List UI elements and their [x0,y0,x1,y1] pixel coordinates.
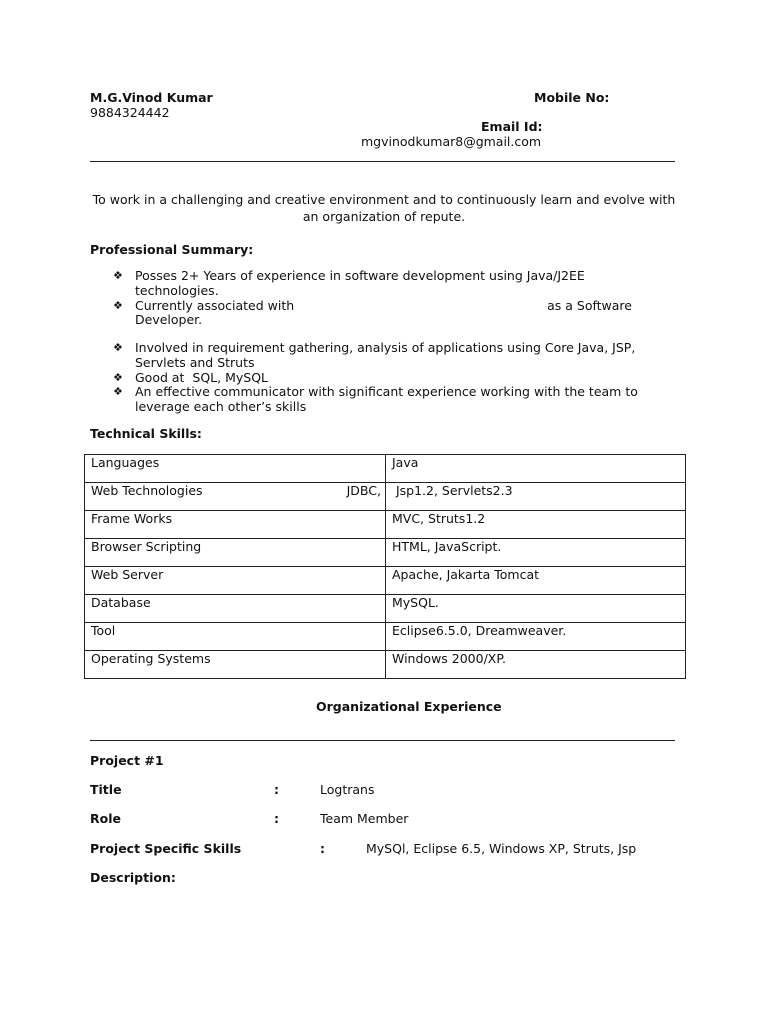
description-label: Description: [90,870,176,885]
diamond-bullet-icon: ❖ [113,298,123,312]
list-item: ❖ Involved in requirement gathering, analysis of applications using Core Java, JSP, Servlets and Struts [113,340,636,370]
skill-value: Jsp1.2, Servlets2.3 [386,483,686,511]
skill-category: Browser Scripting [85,539,386,567]
skills-heading: Technical Skills: [90,426,202,441]
skill-category: Web Technologies JDBC, [85,483,386,511]
diamond-bullet-icon: ❖ [113,370,123,384]
skill-value: MVC, Struts1.2 [386,511,686,539]
skill-category: Tool [85,623,386,651]
table-row [85,483,686,511]
project-skills: MySQl, Eclipse 6.5, Windows XP, Struts, Jsp [366,841,637,856]
title-colon: : [274,782,279,797]
table-row [85,511,686,539]
project-role: Team Member [320,811,409,826]
experience-divider [90,740,675,741]
mobile-number: 9884324442 [90,105,170,120]
skill-value: Eclipse6.5.0, Dreamweaver. [386,623,686,651]
email-address[interactable]: mgvinodkumar8@gmail.com [361,134,542,149]
skill-category: Database [85,595,386,623]
role-label: Role [90,811,121,826]
title-label: Title [90,782,122,797]
skill-category: Frame Works [85,511,386,539]
skills-table [84,454,686,679]
project-skills-label: Project Specific Skills [90,841,242,856]
diamond-bullet-icon: ❖ [113,269,123,282]
candidate-name: M.G.Vinod Kumar [90,90,213,105]
list-item: ❖ Good at SQL, MySQL [113,369,269,385]
table-row [85,455,686,483]
project-number: Project #1 [90,753,164,768]
objective-text: To work in a challenging and creative environment and to continuously learn and evolve with an organization of repute. [92,192,676,224]
mobile-label: Mobile No: [534,90,610,105]
table-row [85,651,686,679]
skill-value: HTML, JavaScript. [386,539,686,567]
list-item: ❖ Posses 2+ Years of experience in software development using Java/J2EE technologies. [113,268,585,298]
experience-heading: Organizational Experience [316,699,502,714]
table-row [85,567,686,595]
role-colon: : [274,811,279,826]
project-skills-colon: : [320,841,325,856]
skill-value: Windows 2000/XP. [386,651,686,679]
table-row [85,539,686,567]
list-item: ❖ An effective communicator with significant experience working with the team to leverage each other’s skills [113,384,638,415]
summary-list-2 [113,341,653,415]
summary-heading: Professional Summary: [90,242,254,257]
table-row [85,595,686,623]
skill-category: Languages [85,455,386,483]
email-label: Email Id: [481,119,543,134]
skill-value: MySQL. [386,595,686,623]
table-row [85,623,686,651]
diamond-bullet-icon: ❖ [113,341,123,354]
skill-category: Web Server [85,567,386,595]
diamond-bullet-icon: ❖ [113,385,123,399]
project-title: Logtrans [320,782,375,797]
header-divider [90,161,675,162]
skill-category: Operating Systems [85,651,386,679]
list-item: ❖ Currently associated with as a Software Developer. [113,297,632,328]
skill-value: Apache, Jakarta Tomcat [386,567,686,595]
skill-value: Java [386,455,686,483]
summary-list [113,269,653,328]
